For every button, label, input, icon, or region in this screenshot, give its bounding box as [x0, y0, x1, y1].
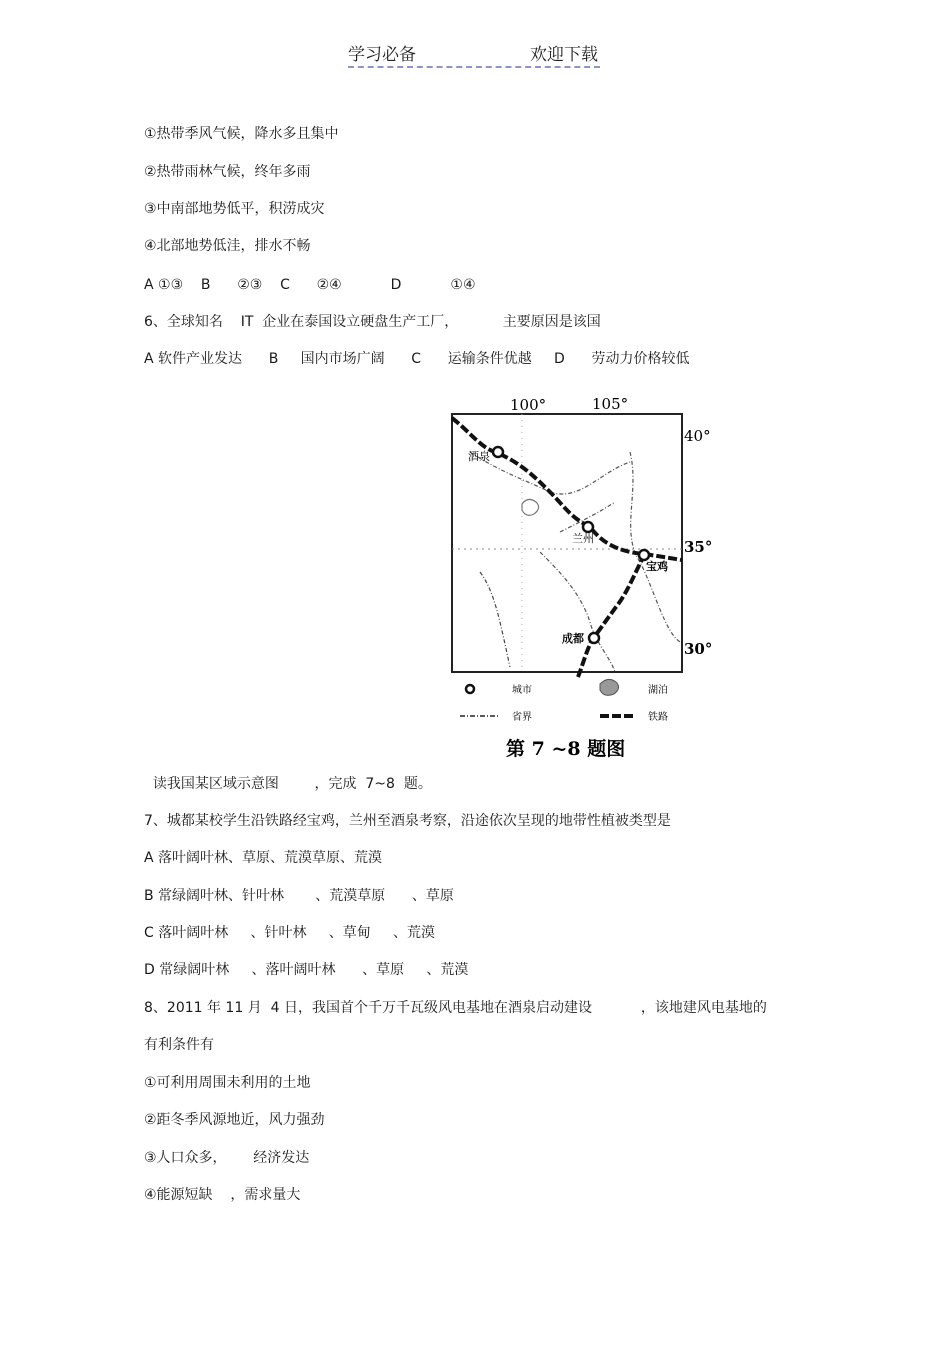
- option-line: ③人口众多， 经济发达: [144, 1150, 310, 1166]
- lake-shape: [522, 499, 539, 515]
- city-marker: [583, 522, 593, 532]
- question-7: 7、城都某校学生沿铁路经宝鸡，兰州至酒泉考察，沿途依次呈现的地带性植被类型是: [144, 813, 671, 829]
- map-instruction: 读我国某区域示意图 ，完成 7~8 题。: [144, 776, 432, 792]
- option-line: ①热带季风气候，降水多且集中: [144, 126, 339, 142]
- lon-label: 100°: [510, 396, 547, 414]
- legend-label: 铁路: [648, 712, 668, 723]
- lat-label: 40°: [684, 427, 711, 445]
- legend-label: 省界: [512, 712, 532, 723]
- option-line: ②热带雨林气候，终年多雨: [144, 164, 311, 180]
- city-label: 酒泉: [468, 450, 490, 463]
- option-line: ②距冬季风源地近，风力强劲: [144, 1112, 325, 1128]
- header-left-text: 学习必备: [348, 45, 416, 65]
- question-8: 8、2011 年 11 月 4 日，我国首个千万千瓦级风电基地在酒泉启动建设 ，该地建风电基地的: [144, 1000, 767, 1016]
- figure-caption: 第 7 ~8 题图: [506, 738, 626, 760]
- province-boundary: [630, 452, 680, 642]
- lon-label: 105°: [592, 395, 629, 413]
- city-label: 成都: [562, 632, 584, 645]
- lat-label: 35°: [684, 538, 713, 556]
- railway-line: [578, 554, 645, 677]
- answer-option: C 落叶阔叶林 、针叶林 、草甸 、荒漠: [144, 925, 435, 941]
- answer-option: B 常绿阔叶林、针叶林 、荒漠草原 、草原: [144, 888, 454, 904]
- answer-option: D 常绿阔叶林 、落叶阔叶林 、草原 、荒漠: [144, 962, 469, 978]
- lat-label: 30°: [684, 640, 713, 658]
- city-marker: [493, 447, 503, 457]
- city-label: 兰州: [572, 532, 594, 545]
- option-line: ④能源短缺 ，需求量大: [144, 1187, 301, 1203]
- page-header: [348, 40, 600, 68]
- legend-label: 城市: [512, 685, 532, 696]
- city-marker: [589, 633, 599, 643]
- city-marker: [639, 550, 649, 560]
- province-boundary: [470, 452, 630, 494]
- railway-line: [452, 418, 682, 560]
- header-right-text: 欢迎下载: [530, 45, 598, 65]
- region-map-figure: [440, 392, 730, 767]
- question-8-continued: 有利条件有: [144, 1037, 214, 1053]
- legend-lake-symbol: [600, 679, 619, 695]
- option-line: ③中南部地势低平，积涝成灾: [144, 201, 325, 217]
- option-line: ④北部地势低洼，排水不畅: [144, 238, 311, 254]
- city-label: 宝鸡: [646, 560, 668, 573]
- legend-city-symbol: [466, 685, 474, 693]
- question-6: 6、全球知名 IT 企业在泰国设立硬盘生产工厂， 主要原因是该国: [144, 314, 601, 330]
- province-boundary: [480, 572, 510, 667]
- answer-option: A 落叶阔叶林、草原、荒漠草原、荒漠: [144, 850, 383, 866]
- answer-choices: A 软件产业发达 B 国内市场广阔 C 运输条件优越 D 劳动力价格较低: [144, 351, 690, 367]
- legend-label: 湖泊: [648, 685, 668, 696]
- option-line: ①可利用周围未利用的土地: [144, 1075, 311, 1091]
- province-boundary: [540, 552, 615, 672]
- answer-choices: A ①③ B ②③ C ②④ D ①④: [144, 277, 476, 293]
